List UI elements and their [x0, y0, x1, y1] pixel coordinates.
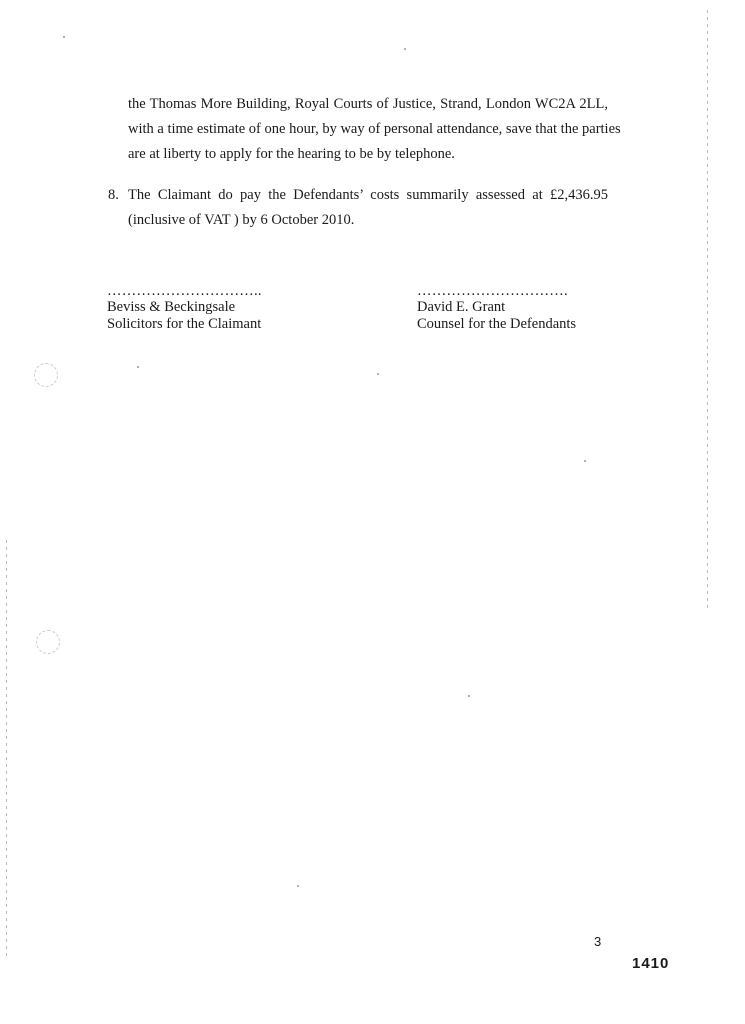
- scan-speck: [137, 366, 139, 368]
- scan-edge-right: [707, 10, 708, 610]
- scan-speck: [297, 885, 299, 887]
- punch-hole-mark: [36, 630, 60, 654]
- scan-speck: [63, 36, 65, 38]
- signatory-name: David E. Grant: [417, 299, 506, 315]
- scan-speck: [377, 373, 379, 375]
- signature-line: …………………………..: [107, 283, 262, 299]
- signatory-role: Counsel for the Defendants: [417, 316, 577, 332]
- bundle-page-stamp: 1410: [632, 955, 670, 972]
- item-number: 8.: [108, 187, 119, 203]
- signature-block-defendants: [417, 285, 576, 333]
- scan-speck: [404, 48, 406, 50]
- item-8-paragraph: [128, 183, 608, 233]
- text-line: with a time estimate of one hour, by way of personal attendance, save that the parties: [128, 121, 621, 137]
- scan-edge-left: [6, 540, 7, 960]
- signature-line: ………………………….: [417, 283, 568, 299]
- scan-speck: [468, 695, 470, 697]
- text-line: are at liberty to apply for the hearing to be by telephone.: [128, 146, 455, 162]
- signatory-name: Beviss & Beckingsale: [107, 299, 236, 315]
- punch-hole-mark: [34, 363, 58, 387]
- text-line: the Thomas More Building, Royal Courts of Justice, Strand, London WC2A 2LL,: [128, 96, 608, 112]
- signature-block-claimant: [107, 285, 262, 333]
- text-line: The Claimant do pay the Defendants’ costs summarily assessed at £2,436.95: [128, 187, 608, 203]
- page-number: 3: [594, 934, 602, 949]
- signatory-role: Solicitors for the Claimant: [107, 316, 262, 332]
- scan-speck: [584, 460, 586, 462]
- text-line: (inclusive of VAT ) by 6 October 2010.: [128, 212, 355, 228]
- continuation-paragraph: [128, 92, 621, 167]
